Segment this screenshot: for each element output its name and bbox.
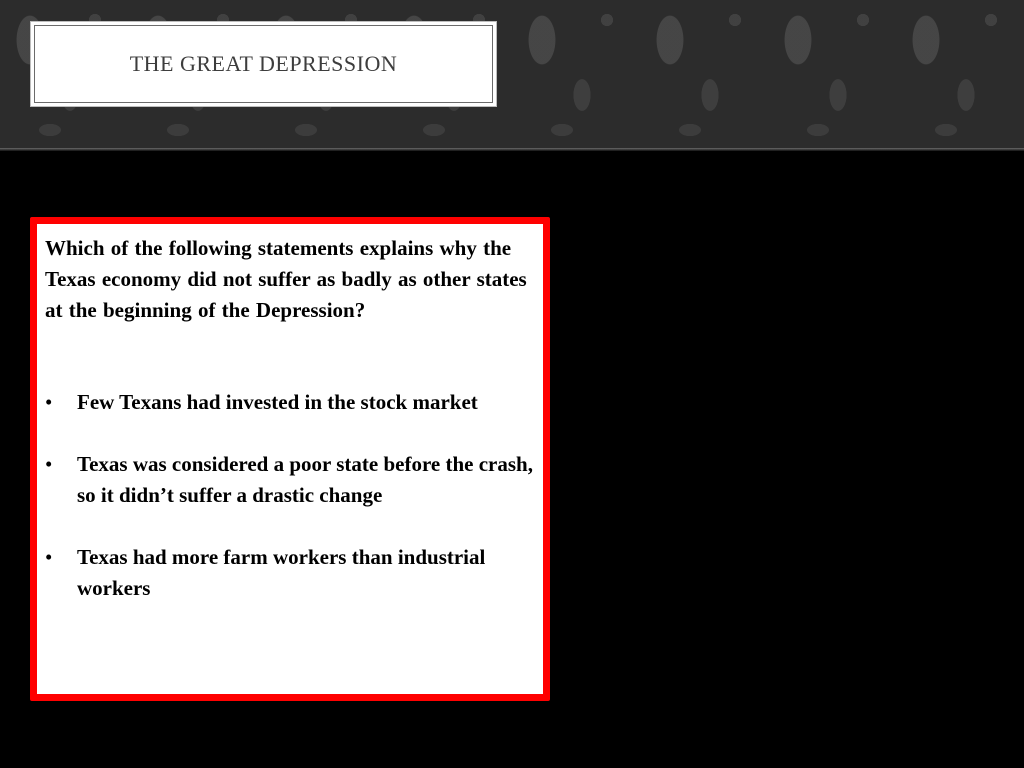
- question-text: Which of the following statements explains why the Texas economy did not suffer as badly as other states at the beginning of the Depression?: [45, 236, 527, 322]
- answer-option: [45, 449, 535, 511]
- bullet-icon: •: [45, 390, 53, 414]
- answer-option-text: Texas had more farm workers than industrial workers: [77, 545, 486, 600]
- answer-option: [45, 542, 535, 604]
- answer-option-text: Few Texans had invested in the stock market: [77, 390, 478, 414]
- banner-divider: [0, 148, 1024, 151]
- slide-title: THE GREAT DEPRESSION: [129, 51, 398, 76]
- bullet-icon: •: [45, 545, 53, 569]
- bullet-icon: •: [45, 452, 53, 476]
- slide-title-box: [30, 21, 497, 107]
- question-box: [30, 217, 550, 701]
- answer-options-list: [45, 387, 535, 604]
- answer-option-text: Texas was considered a poor state before the crash, so it didn’t suffer a drastic change: [77, 452, 533, 507]
- answer-option: [45, 387, 535, 418]
